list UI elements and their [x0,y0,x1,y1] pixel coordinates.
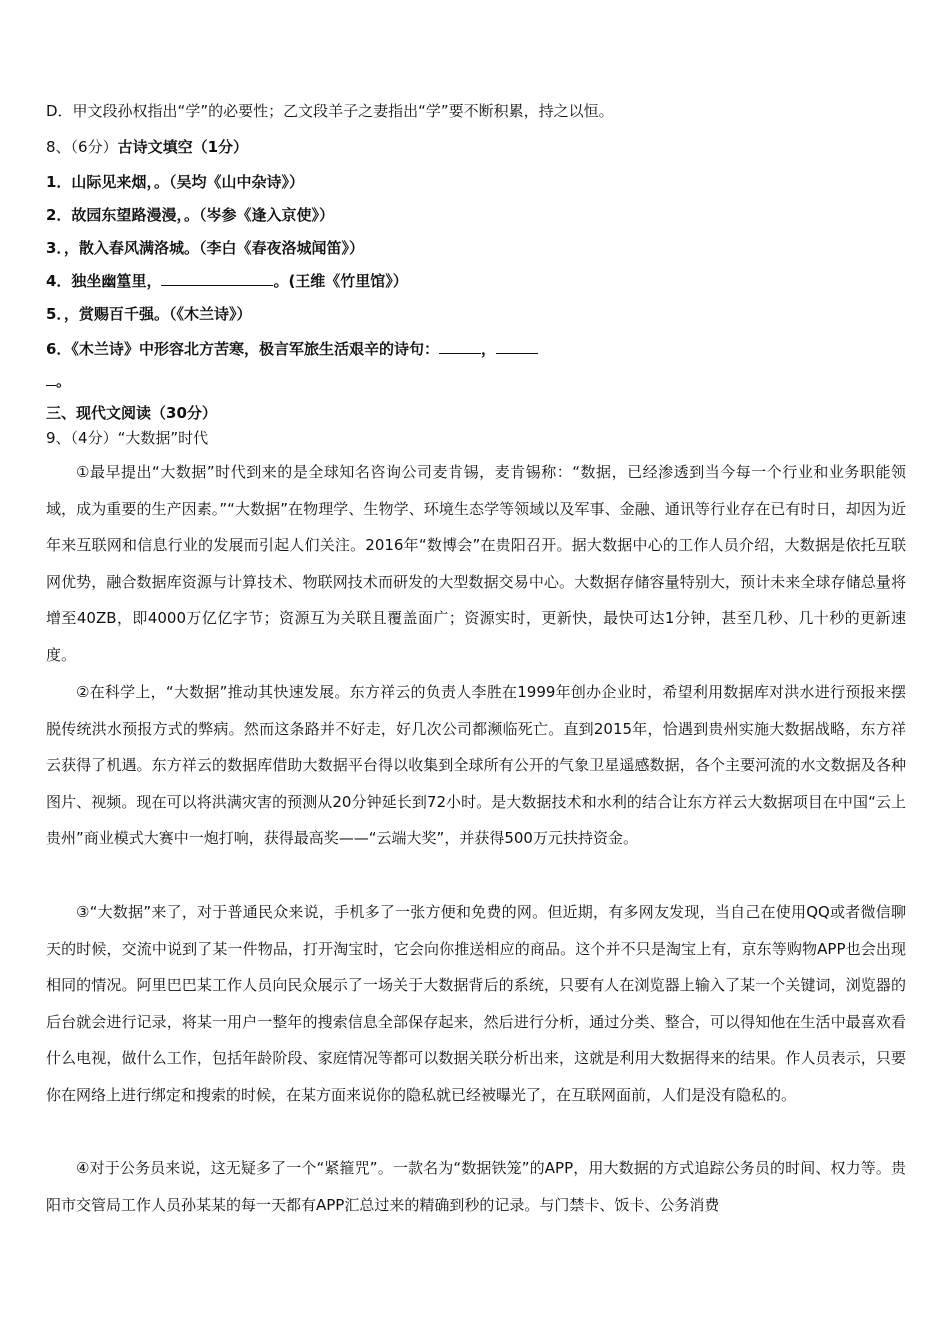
answer-blank-1[interactable] [439,339,481,354]
question-8-number: 8、（6分） [46,138,118,156]
answer-blank[interactable] [161,271,273,286]
answer-blank-2-end[interactable] [46,371,56,386]
question-9-title: 9、（4分）“大数据”时代 [46,429,209,447]
poem-item-6-end: 。 [56,372,72,390]
article-paragraph-1: ①最早提出“大数据”时代到来的是全球知名咨询公司麦肯锡，麦肯锡称：“数据，已经渗透到当今每一个行业和业务职能领域，成为重要的生产因素。”“大数据”在物理学、生物学、环境生态学等领域以及军事、金融、通讯等行业存在已有时日，却因为近年来互联网和信息行业的发展而引起人们关注。2016年“数博会”在贵阳召开。据大数据中心的工作人员介绍，大数据是依托互联网优势，融合数据库资源与计算技术、物联网技术而研发的大型数据交易中心。大数据存储容量特别大，预计未来全球存储总量将增至40ZB，即4000万亿亿字节；资源互为关联且覆盖面广；资源实时，更新快，最快可达1分钟，甚至几秒、几十秒的更新速度。 [46,463,906,664]
poem-item-6-comma: ， [480,340,496,358]
option-d: D．甲文段孙权指出“学”的必要性；乙文段羊子之妻指出“学”要不断积累，持之以恒。 [46,102,614,120]
section-3-heading: 三、现代文阅读（30分） [46,404,217,422]
poem-item-2: 2．故园东望路漫漫，。（岑参《逢入京使》） [46,206,334,224]
poem-item-1: 1．山际见来烟，。（吴均《山中杂诗》） [46,173,304,191]
poem-item-4 [46,271,408,291]
article-paragraph-2: ②在科学上，“大数据”推动其快速发展。东方祥云的负责人李胜在1999年创办企业时，希望利用数据库对洪水进行预报来摆脱传统洪水预报方式的弊病。然而这条路并不好走，好几次公司都濒临死亡。直到2015年，恰遇到贵州实施大数据战略，东方祥云获得了机遇。东方祥云的数据库借助大数据平台得以收集到全球所有公开的气象卫星遥感数据，各个主要河流的水文数据及各种图片、视频。现在可以将洪满灾害的预测从20分钟延长到72小时。是大数据技术和水利的结合让东方祥云大数据项目在中国“云上贵州”商业模式大赛中一炮打响，获得最高奖——“云端大奖”，并获得500万元扶持资金。 [46,683,906,848]
poem-item-4-source: 。(王维《竹里馆》） [273,272,408,290]
article-paragraph-4: ④对于公务员来说，这无疑多了一个“紧箍咒”。一款名为“数据铁笼”的APP，用大数据的方式追踪公务员的时间、权力等。贵阳市交管局工作人员孙某某的每一天都有APP汇总过来的精确到秒的记录。与门禁卡、饭卡、公务消费 [46,1159,906,1214]
poem-item-6-continuation [46,371,71,391]
poem-item-6 [46,339,538,359]
poem-item-4-text: 4．独坐幽篁里， [46,272,162,290]
question-8-header [46,137,248,157]
question-8-title: 古诗文填空（1分） [117,138,249,156]
poem-item-3: 3．，散入春风满洛城。（李白《春夜洛城闻笛》） [46,239,364,257]
article-paragraph-3: ③“大数据”来了，对于普通民众来说，手机多了一张方便和免费的网。但近期，有多网友发现，当自己在使用QQ或者微信聊天的时候，交流中说到了某一件物品，打开淘宝时，它会向你推送相应的商品。这个并不只是淘宝上有，京东等购物APP也会出现相同的情况。阿里巴巴某工作人员向民众展示了一场关于大数据背后的系统，只要有人在浏览器上输入了某一个关键词，浏览器的后台就会进行记录，将某一用户一整年的搜索信息全部保存起来，然后进行分析，通过分类、整合，可以得知他在生活中最喜欢看什么电视，做什么工作，包括年龄阶段、家庭情况等都可以数据关联分析出来，这就是利用大数据得来的结果。作人员表示，只要你在网络上进行绑定和搜索的时候，在某方面来说你的隐私就已经被曝光了，在互联网面前，人们是没有隐私的。 [46,903,906,1104]
poem-item-6-text: 6．《木兰诗》中形容北方苦寒，极言军旅生活艰辛的诗句： [46,340,439,358]
answer-blank-2[interactable] [496,339,538,354]
poem-item-5: 5．，赏赐百千强。（《木兰诗》） [46,305,252,323]
